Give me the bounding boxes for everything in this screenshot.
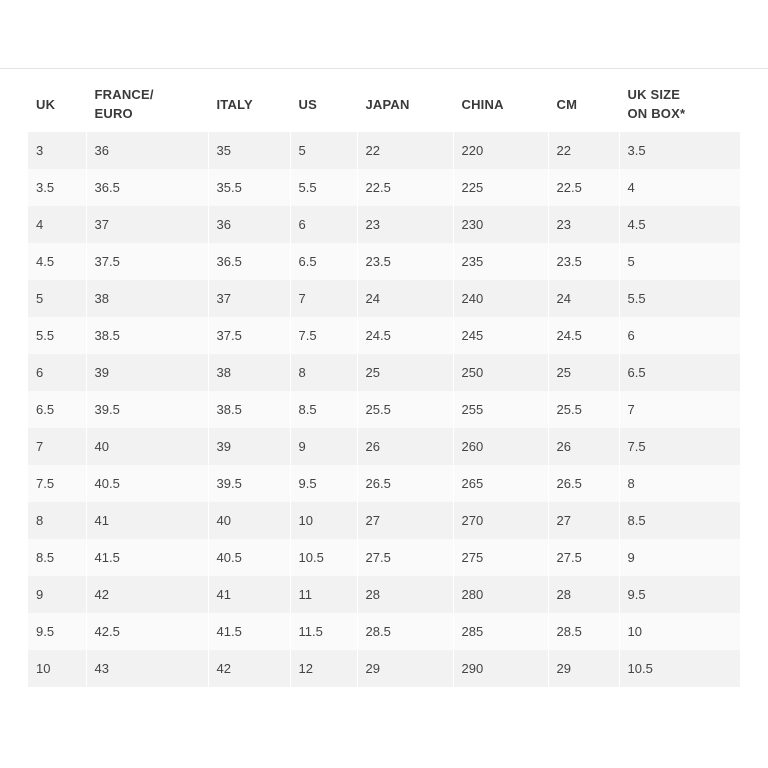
cell-us: 7 [290, 280, 357, 317]
cell-japan: 27.5 [357, 539, 453, 576]
table-row [28, 169, 740, 206]
cell-japan: 29 [357, 650, 453, 687]
cell-cm: 26.5 [548, 465, 619, 502]
cell-italy: 38 [208, 354, 290, 391]
cell-us: 8 [290, 354, 357, 391]
cell-uk: 8 [28, 502, 86, 539]
cell-italy: 37.5 [208, 317, 290, 354]
cell-uk-size-on-box: 8.5 [619, 502, 740, 539]
cell-us: 6.5 [290, 243, 357, 280]
header-italy: ITALY [208, 76, 290, 132]
cell-china: 260 [453, 428, 548, 465]
cell-italy: 36 [208, 206, 290, 243]
cell-us: 10 [290, 502, 357, 539]
cell-japan: 25.5 [357, 391, 453, 428]
cell-uk-size-on-box: 9.5 [619, 576, 740, 613]
cell-china: 280 [453, 576, 548, 613]
cell-uk-size-on-box: 5.5 [619, 280, 740, 317]
cell-uk-size-on-box: 7.5 [619, 428, 740, 465]
cell-uk-size-on-box: 7 [619, 391, 740, 428]
cell-cm: 28 [548, 576, 619, 613]
cell-uk: 5 [28, 280, 86, 317]
cell-uk-size-on-box: 8 [619, 465, 740, 502]
cell-us: 7.5 [290, 317, 357, 354]
cell-france-euro: 39.5 [86, 391, 208, 428]
cell-uk: 3 [28, 132, 86, 169]
cell-uk: 4.5 [28, 243, 86, 280]
cell-cm: 22 [548, 132, 619, 169]
top-divider [0, 68, 768, 69]
table-row [28, 206, 740, 243]
cell-italy: 39.5 [208, 465, 290, 502]
cell-china: 235 [453, 243, 548, 280]
cell-japan: 26 [357, 428, 453, 465]
cell-cm: 27 [548, 502, 619, 539]
cell-italy: 39 [208, 428, 290, 465]
header-japan: JAPAN [357, 76, 453, 132]
cell-italy: 42 [208, 650, 290, 687]
table-row [28, 132, 740, 169]
cell-japan: 28 [357, 576, 453, 613]
cell-cm: 24 [548, 280, 619, 317]
cell-uk: 3.5 [28, 169, 86, 206]
cell-japan: 22 [357, 132, 453, 169]
cell-japan: 23 [357, 206, 453, 243]
cell-us: 9 [290, 428, 357, 465]
table-row [28, 243, 740, 280]
table-row [28, 317, 740, 354]
header-uk-size-on-box: UK SIZE ON BOX* [619, 76, 740, 132]
cell-uk: 5.5 [28, 317, 86, 354]
cell-italy: 36.5 [208, 243, 290, 280]
cell-japan: 26.5 [357, 465, 453, 502]
size-conversion-table [28, 76, 741, 687]
cell-japan: 24.5 [357, 317, 453, 354]
cell-uk: 4 [28, 206, 86, 243]
cell-france-euro: 40 [86, 428, 208, 465]
table-row [28, 502, 740, 539]
cell-us: 6 [290, 206, 357, 243]
cell-us: 5.5 [290, 169, 357, 206]
cell-uk: 10 [28, 650, 86, 687]
cell-china: 255 [453, 391, 548, 428]
cell-japan: 27 [357, 502, 453, 539]
cell-uk-size-on-box: 6.5 [619, 354, 740, 391]
table-row [28, 280, 740, 317]
cell-cm: 25.5 [548, 391, 619, 428]
cell-us: 10.5 [290, 539, 357, 576]
cell-uk: 7 [28, 428, 86, 465]
cell-cm: 25 [548, 354, 619, 391]
table-header-row [28, 76, 740, 132]
cell-italy: 41 [208, 576, 290, 613]
cell-china: 270 [453, 502, 548, 539]
cell-france-euro: 38 [86, 280, 208, 317]
cell-uk-size-on-box: 9 [619, 539, 740, 576]
cell-cm: 27.5 [548, 539, 619, 576]
cell-italy: 41.5 [208, 613, 290, 650]
header-china: CHINA [453, 76, 548, 132]
cell-us: 12 [290, 650, 357, 687]
table-row [28, 613, 740, 650]
cell-uk: 9.5 [28, 613, 86, 650]
cell-us: 11 [290, 576, 357, 613]
cell-uk: 6.5 [28, 391, 86, 428]
cell-china: 240 [453, 280, 548, 317]
header-france-euro: FRANCE/ EURO [86, 76, 208, 132]
cell-us: 11.5 [290, 613, 357, 650]
cell-france-euro: 36.5 [86, 169, 208, 206]
cell-italy: 35 [208, 132, 290, 169]
cell-uk-size-on-box: 10 [619, 613, 740, 650]
cell-france-euro: 41 [86, 502, 208, 539]
cell-china: 275 [453, 539, 548, 576]
cell-cm: 23 [548, 206, 619, 243]
cell-china: 230 [453, 206, 548, 243]
cell-cm: 24.5 [548, 317, 619, 354]
table-row [28, 391, 740, 428]
cell-us: 9.5 [290, 465, 357, 502]
cell-france-euro: 40.5 [86, 465, 208, 502]
cell-uk: 7.5 [28, 465, 86, 502]
cell-uk: 9 [28, 576, 86, 613]
cell-france-euro: 37 [86, 206, 208, 243]
cell-italy: 38.5 [208, 391, 290, 428]
cell-cm: 29 [548, 650, 619, 687]
cell-china: 290 [453, 650, 548, 687]
cell-france-euro: 41.5 [86, 539, 208, 576]
cell-cm: 22.5 [548, 169, 619, 206]
cell-france-euro: 43 [86, 650, 208, 687]
cell-china: 265 [453, 465, 548, 502]
cell-uk-size-on-box: 5 [619, 243, 740, 280]
cell-china: 250 [453, 354, 548, 391]
cell-japan: 25 [357, 354, 453, 391]
header-us: US [290, 76, 357, 132]
cell-china: 225 [453, 169, 548, 206]
table-row [28, 354, 740, 391]
table-row [28, 428, 740, 465]
cell-japan: 22.5 [357, 169, 453, 206]
cell-japan: 28.5 [357, 613, 453, 650]
cell-france-euro: 42 [86, 576, 208, 613]
cell-japan: 24 [357, 280, 453, 317]
cell-france-euro: 36 [86, 132, 208, 169]
cell-china: 245 [453, 317, 548, 354]
cell-us: 5 [290, 132, 357, 169]
cell-france-euro: 39 [86, 354, 208, 391]
header-uk: UK [28, 76, 86, 132]
cell-japan: 23.5 [357, 243, 453, 280]
cell-uk-size-on-box: 4 [619, 169, 740, 206]
table-row [28, 539, 740, 576]
cell-china: 285 [453, 613, 548, 650]
cell-us: 8.5 [290, 391, 357, 428]
cell-italy: 40 [208, 502, 290, 539]
cell-italy: 40.5 [208, 539, 290, 576]
cell-uk-size-on-box: 6 [619, 317, 740, 354]
cell-cm: 26 [548, 428, 619, 465]
table-row [28, 650, 740, 687]
cell-uk: 6 [28, 354, 86, 391]
cell-china: 220 [453, 132, 548, 169]
cell-france-euro: 38.5 [86, 317, 208, 354]
table-row [28, 576, 740, 613]
table-body [28, 132, 740, 687]
cell-cm: 23.5 [548, 243, 619, 280]
header-cm: CM [548, 76, 619, 132]
cell-italy: 37 [208, 280, 290, 317]
cell-uk-size-on-box: 4.5 [619, 206, 740, 243]
table-row [28, 465, 740, 502]
cell-italy: 35.5 [208, 169, 290, 206]
cell-uk-size-on-box: 3.5 [619, 132, 740, 169]
cell-france-euro: 37.5 [86, 243, 208, 280]
cell-cm: 28.5 [548, 613, 619, 650]
cell-uk: 8.5 [28, 539, 86, 576]
cell-france-euro: 42.5 [86, 613, 208, 650]
cell-uk-size-on-box: 10.5 [619, 650, 740, 687]
